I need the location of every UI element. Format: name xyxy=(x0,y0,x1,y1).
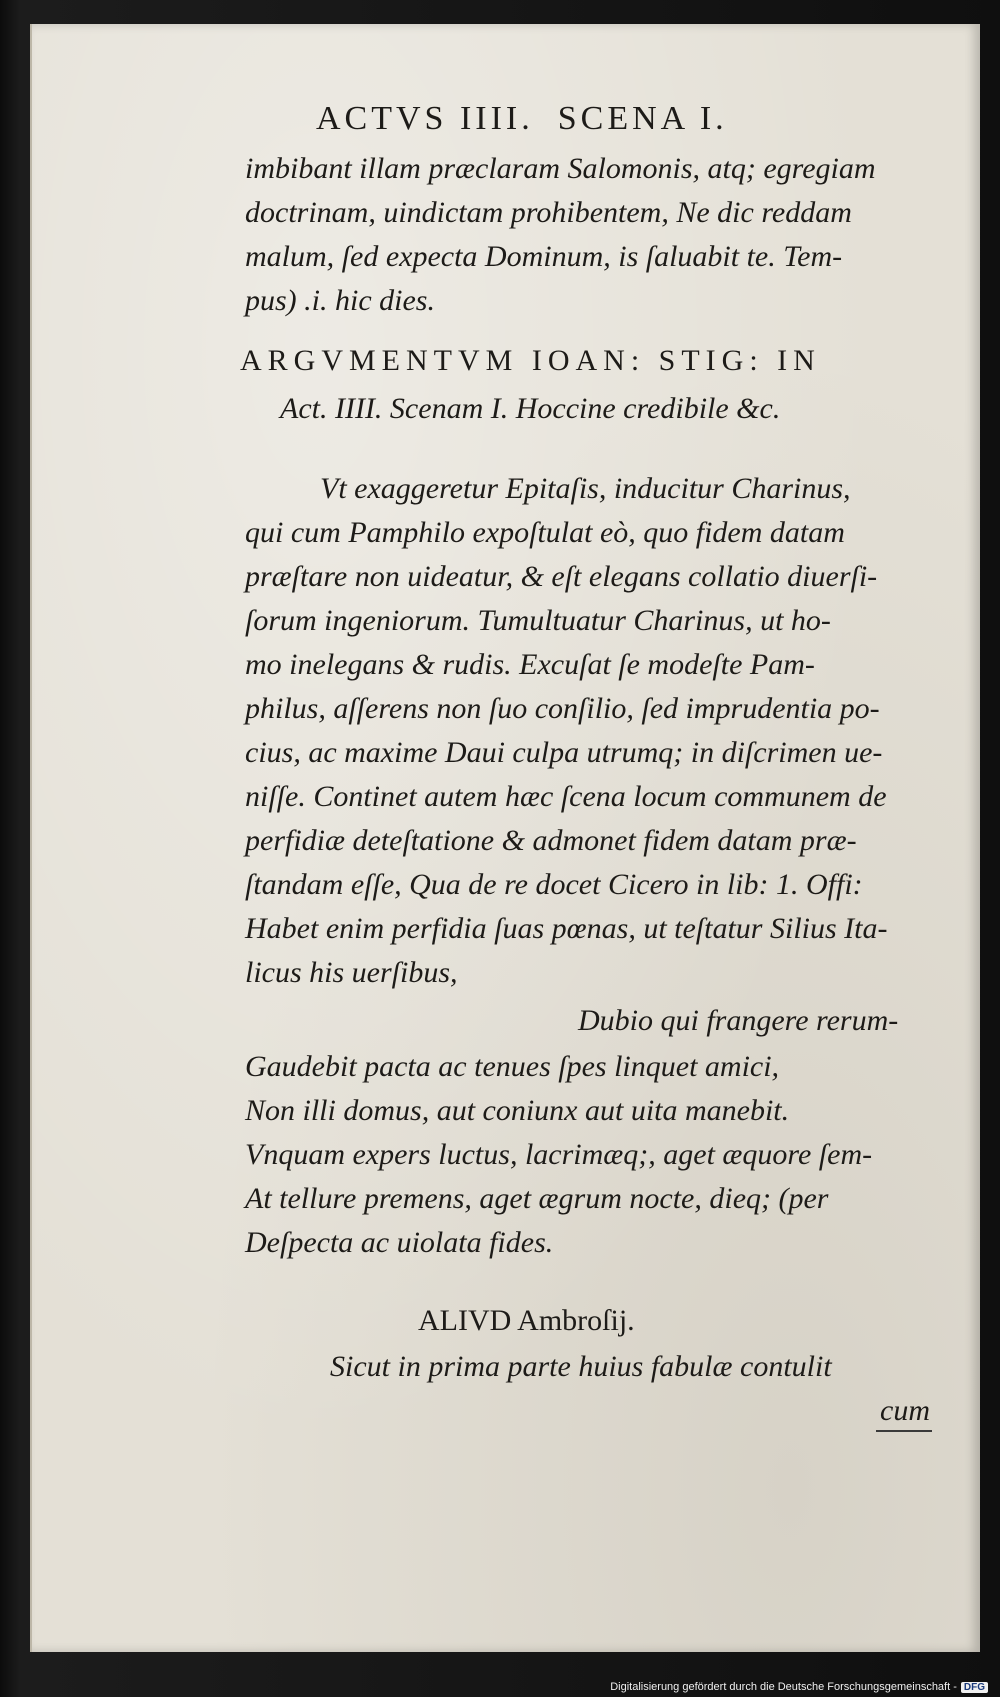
verse-line: At tellure premens, aget ægrum nocte, dieq; (per xyxy=(245,1182,829,1215)
header-act: ACTVS IIII. xyxy=(316,100,534,137)
verse-line: Non illi domus, aut coniunx aut uita manebit. xyxy=(245,1094,790,1127)
text-line: philus, aſſerens non ſuo conſilio, ſed imprudentia po- xyxy=(245,692,880,725)
text-line: pus) .i. hic dies. xyxy=(245,284,435,317)
catchword-underline xyxy=(876,1430,932,1432)
header-scene: SCENA I. xyxy=(557,100,728,137)
text-line: perfidiæ deteſtatione & admonet fidem datam præ- xyxy=(245,824,857,857)
text-line: ſtandam eſſe, Qua de re docet Cicero in lib: 1. Offi: xyxy=(245,868,863,901)
catchword: cum xyxy=(880,1394,930,1427)
closing-line: Sicut in prima parte huius fabulæ contulit xyxy=(330,1350,832,1383)
argument-title: ARGVMENTVM IOAN: STIG: IN xyxy=(240,344,821,377)
text-line: mo inelegans & rudis. Excuſat ſe modeſte Pam- xyxy=(245,648,815,681)
digitization-footer xyxy=(610,1681,988,1693)
text-line: niſſe. Continet autem hæc ſcena locum communem de xyxy=(245,780,887,813)
text-line: imbibant illam præclaram Salomonis, atq; egregiam xyxy=(245,152,876,185)
text-line: malum, ſed expecta Dominum, is ſaluabit te. Tem- xyxy=(245,240,843,273)
verse-line: Gaudebit pacta ac tenues ſpes linquet amici, xyxy=(245,1050,780,1083)
argument-subtitle: Act. IIII. Scenam I. Hoccine credibile &c. xyxy=(280,392,781,425)
verse-line: Dubio qui frangere rerum- xyxy=(578,1004,899,1037)
text-line: ſorum ingeniorum. Tumultuatur Charinus, ut ho- xyxy=(245,604,831,637)
verse-line: Vnquam expers luctus, lacrimæq;, aget æquore ſem- xyxy=(245,1138,873,1171)
text-line: cius, ac maxime Daui culpa utrumq; in diſcrimen ue- xyxy=(245,736,883,769)
running-header xyxy=(316,98,728,140)
text-line: licus his uerſibus, xyxy=(245,956,458,989)
footer-text: Digitalisierung gefördert durch die Deutsche Forschungsgemeinschaft - xyxy=(610,1681,957,1693)
aliud-heading: ALIVD Ambroſij. xyxy=(418,1304,635,1337)
text-line: Vt exaggeretur Epitaſis, inducitur Charinus, xyxy=(320,472,851,505)
text-line: præſtare non uideatur, & eſt elegans collatio diuerſi- xyxy=(245,560,878,593)
dfg-logo: DFG xyxy=(961,1682,988,1693)
text-line: doctrinam, uindictam prohibentem, Ne dic reddam xyxy=(245,196,852,229)
text-line: Habet enim perfidia ſuas pœnas, ut teſtatur Silius Ita- xyxy=(245,912,888,945)
text-line: qui cum Pamphilo expoſtulat eò, quo fidem datam xyxy=(245,516,845,549)
verse-line: Deſpecta ac uiolata fides. xyxy=(245,1226,554,1259)
